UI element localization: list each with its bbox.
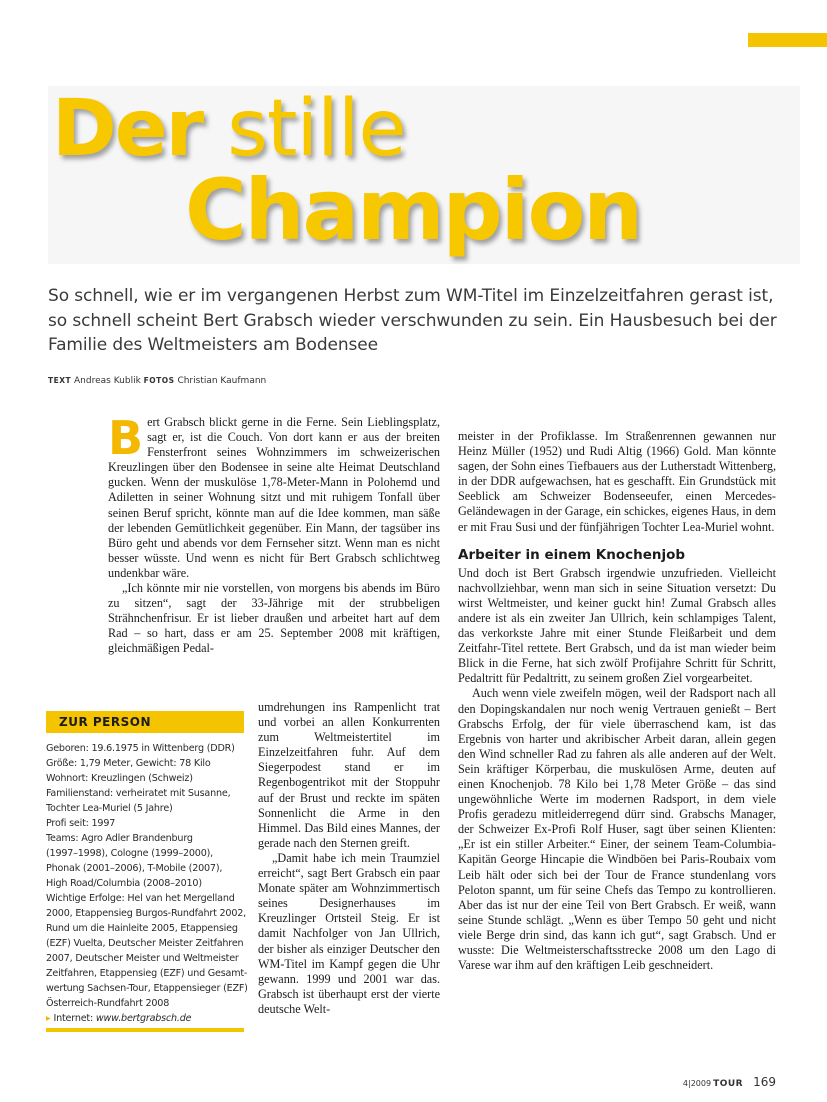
- article-paragraph: [108, 411, 440, 581]
- page-number: 169: [753, 1075, 776, 1089]
- internet-label: Internet:: [53, 1013, 94, 1024]
- infobox-line: High Road/Columbia (2008–2010): [46, 878, 202, 889]
- infobox-line: 2000, Etappensieg Burgos-Rundfahrt 2002,: [46, 908, 246, 919]
- infobox-line: Teams: Agro Adler Brandenburg: [46, 833, 193, 844]
- infobox-line: 2007, Deutscher Meister und Weltmeister: [46, 953, 239, 964]
- photographer-name: Christian Kaufmann: [177, 376, 267, 386]
- infobox-line: Tochter Lea-Muriel (5 Jahre): [46, 803, 173, 814]
- article-paragraph: „Damit habe ich mein Traumziel erreicht“, sagt Bert Grabsch ein paar Monate später am Wohnzimmertisch seines Designerhauses im Kreuzlinger Ortsteil Steig. Er ist damit Nachfolger von Jan Ullrich, der bisher als einziger Deutscher den WM-Titel im Kampf gegen die Uhr gewann. 1999 und 2001 war das. Grabsch ist überhaupt erst der vierte deutsche Welt-: [258, 850, 440, 1016]
- accent-bar: [748, 33, 827, 47]
- infobox-line: Zeitfahren, Etappensieg (EZF) und Gesamt-: [46, 968, 248, 979]
- infobox-line: Phonak (2001–2006), T-Mobile (2007),: [46, 863, 223, 874]
- headline-line-2: Champion: [185, 161, 642, 259]
- infobox-line: Geboren: 19.6.1975 in Wittenberg (DDR): [46, 743, 235, 754]
- infobox-bottom-bar: [46, 1028, 244, 1032]
- infobox-line: Wohnort: Kreuzlingen (Schweiz): [46, 773, 193, 784]
- page-footer: [620, 1071, 776, 1090]
- issue-number: 4|2009: [682, 1079, 712, 1088]
- infobox-line: Familienstand: verheiratet mit Susanne,: [46, 788, 231, 799]
- infobox-internet: [46, 1011, 244, 1026]
- lead-paragraph: So schnell, wie er im vergangenen Herbst zum WM-Titel im Einzelzeitfahren gerast ist, so schnell scheint Bert Grabsch wieder verschwunden zu sein. Ein Hausbesuch bei der Familie des Weltmeisters am Bodensee: [48, 286, 777, 355]
- infobox-line: Rund um die Hainleite 2005, Etappensieg: [46, 923, 238, 934]
- drop-cap: B: [108, 411, 144, 465]
- article-column-1: [108, 411, 440, 657]
- article-column-2: [458, 429, 776, 973]
- infobox-line: (EZF) Vuelta, Deutscher Meister Zeitfahren: [46, 938, 244, 949]
- infobox-line: (1997–1998), Cologne (1999–2000),: [46, 848, 214, 859]
- article-paragraph: Auch wenn viele zweifeln mögen, weil der Radsport nach all den Dopingskandalen nur noch wenig Vertrauen genießt – Bert Grabschs Erfolg, der für viele überraschend kam, ist das Ergebnis von harter und akribischer Arbeit daran, allein gegen den Wind schneller Rad zu fahren als alle anderen auf der Welt. Sein kräftiger Körperbau, die muskulösen Arme, deuten auf einen Knochenjob. 78 Kilo bei 1,78 Meter Größe – das sind ungewöhnliche Werte im modernen Radsport, in dem viele Profis geradezu mitleiderregend dürr sind. Grabschs Manager, der Schweizer Ex-Profi Rolf Huser, sagt über seinen Klienten: „Er ist ein stiller Arbeiter.“ Einer, der seinem Team-Columbia-Kapitän George Hincapie die Windböen bei Paris-Roubaix vom Leib hält oder sich bei der Tour de France stundenlang vors Peloton spannt, um für seine Chefs das Tempo zu kontrollieren. Aber das ist nur der eine Teil von Bert Grabsch. Er weiß, wann seine Stunde schlägt. „Wenn es über Tempo 50 geht und nicht viele Berge drin sind, das kann ich gut“, sagt Grabsch. Und er wusste: Die Weltmeisterschaftsstrecke 2008 um den Lago di Varese war ihm auf den kräftigen Leib geschneidert.: [458, 686, 776, 973]
- infobox-title: ZUR PERSON: [46, 711, 244, 733]
- infobox-line: Größe: 1,79 Meter, Gewicht: 78 Kilo: [46, 758, 211, 769]
- article-column-1-lower: [258, 700, 440, 1017]
- text-credit-label: TEXT: [48, 376, 72, 385]
- headline-line-1: [52, 84, 406, 174]
- headline-word-der: Der: [52, 84, 203, 174]
- article-paragraph: „Ich könnte mir nie vorstellen, von morgens bis abends im Büro zu sitzen“, sagt der 33-Jährige mit der strubbeligen Strähnchenfrisur. Er ist lieber draußen und arbeitet hart auf dem Rad – so hart, dass er am 25. September 2008 mit kräftigen, gleichmäßigen Pedal-: [108, 581, 440, 656]
- article-paragraph: meister in der Profiklasse. Im Straßenrennen gewannen nur Heinz Müller (1952) und Rudi Altig (1966) Gold. Man könnte sagen, der Sohn eines Tiefbauers aus der Lutherstadt Wittenberg, in der DDR aufgewachsen, hat es geschafft. Ein Grundstück mit Seeblick am Schweizer Bodenseeufer, einen Mercedes-Geländewagen in der Garage, ein schickes, eigenes Haus, in dem er mit Frau Susi und der fünfjährigen Tochter Lea-Muriel wohnt.: [458, 429, 776, 534]
- paragraph-text: ert Grabsch blickt gerne in die Ferne. Sein Lieblingsplatz, sagt er, ist die Couch. Von dort kann er aus der breiten Fensterfront seines Wohnzimmers im schweizerischen Kreuzlingen über den Bodensee in seine alte Heimat Deutschland gucken. Wenn der muskulöse 1,78-Meter-Mann in Polohemd und Adiletten in seiner Wohnung sitzt und mit ruhigem Tonfall über seinen Beruf spricht, könnte man auf die Idee kommen, man säße der lebenden Gemütlichkeit gegenüber. Ein Mann, der tagsüber ins Büro geht und abends vor dem Fernseher sitzt. Wenn man es nicht besser wüsste. Und wenn es nicht für Bert Grabsch schlichtweg undenkbar wäre.: [108, 415, 440, 580]
- article-paragraph: Und doch ist Bert Grabsch irgendwie unzufrieden. Vielleicht nachvollziehbar, wenn man sich in seine Situation versetzt: Du wirst Weltmeister, und keiner guckt hin! Zumal Grabsch alles andere ist als ein zweiter Jan Ullrich, kein schlampiges Talent, das verkorkste Jahre mit einer Stunde Fleißarbeit und dem Zeitfahr-Titel rettete. Bert Grabsch, und da ist man wieder beim Blick in die Ferne, hat sich zwölf Profijahre Schritt für Schritt, Pedaltritt für Pedaltritt, zu seinem großen Ziel vorgearbeitet.: [458, 565, 776, 686]
- photo-credit-label: FOTOS: [143, 376, 175, 385]
- credits: [48, 376, 266, 386]
- article-paragraph: umdrehungen ins Rampenlicht trat und vorbei an allen Konkurrenten zum Weltmeistertitel im Einzelzeitfahren fuhr. Auf dem Siegerpodest stand er im Regenbogentrikot mit der Stoppuhr auf der Brust und reckte im späten Sonnenlicht die Arme in den Himmel. Das Bild eines Mannes, der gerade nach den Sternen greift.: [258, 700, 440, 850]
- headline-word-stille: stille: [227, 84, 406, 174]
- subheading: Arbeiter in einem Knochenjob: [458, 546, 686, 563]
- infobox-line: Profi seit: 1997: [46, 818, 116, 829]
- arrow-right-icon: ▸: [46, 1013, 51, 1024]
- infobox-line: Österreich-Rundfahrt 2008: [46, 998, 170, 1009]
- infobox-line: Wichtige Erfolge: Hel van het Mergelland: [46, 893, 235, 904]
- website-link[interactable]: www.bertgrabsch.de: [95, 1013, 192, 1024]
- infobox-line: wertung Sachsen-Tour, Etappensieger (EZF): [46, 983, 248, 994]
- magazine-name: TOUR: [713, 1079, 744, 1089]
- profile-infobox: [46, 711, 248, 1032]
- author-name: Andreas Kublik: [74, 376, 141, 386]
